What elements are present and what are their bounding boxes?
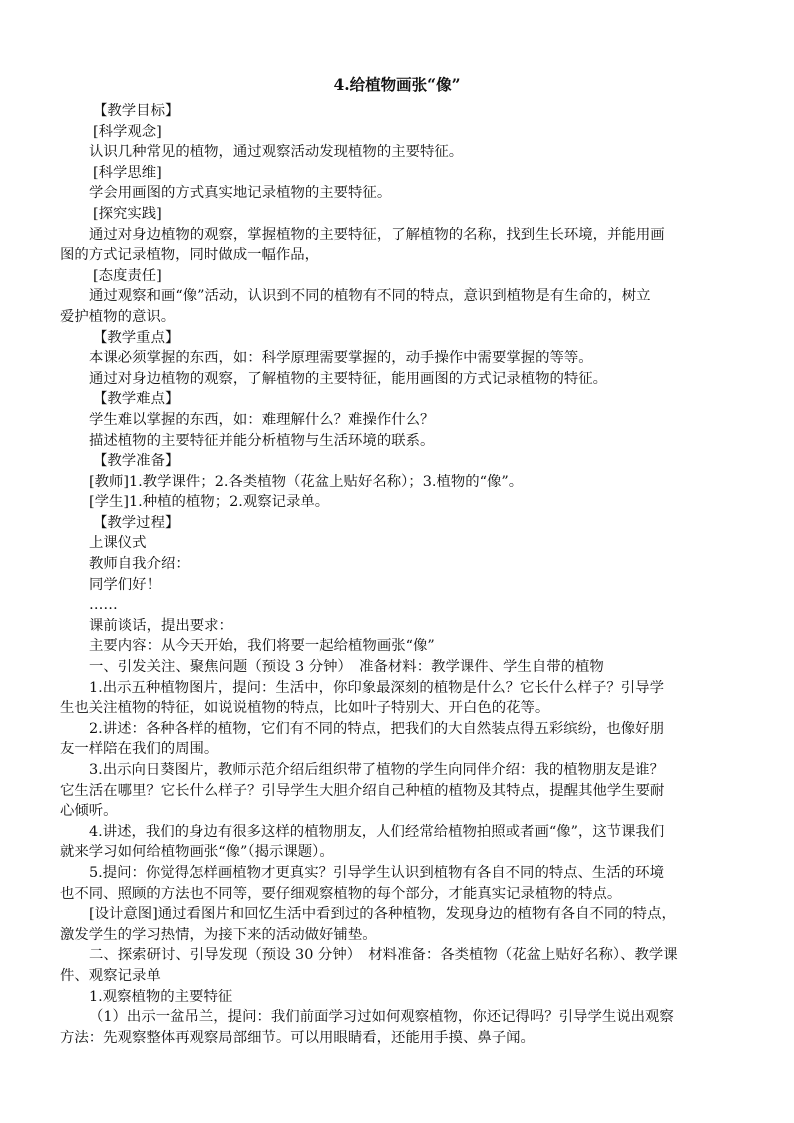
text-line: 同学们好！: [89, 576, 161, 593]
section-heading-key-points: 【教学重点】: [93, 329, 180, 346]
section-heading-objectives: 【教学目标】: [93, 103, 180, 119]
text-line: 就来学习如何给植物画张“像”（揭示课题）。: [60, 844, 334, 861]
document-body: [60, 101, 711, 1048]
section-heading-preparation: 【教学准备】: [93, 453, 180, 470]
text-line: 5.提问：你觉得怎样画植物才更真实？引导学生认识到植物有各自不同的特点、生活的环境: [89, 864, 664, 881]
sub-heading: [态度责任]: [93, 267, 162, 284]
text-line: 也不同、照顾的方法也不同等，要仔细观察植物的每个部分，才能真实记录植物的特点。: [60, 885, 622, 902]
text-line: [设计意图]通过看图片和回忆生活中看到过的各种植物，发现身边的植物有各自不同的特点，: [89, 906, 676, 923]
text-line: 爱护植物的意识。: [60, 308, 176, 325]
text-line: 方法：先观察整体再观察局部细节。可以用眼睛看，还能用手摸、鼻子闻。: [60, 1029, 535, 1046]
text-line: [教师]1.教学课件；2.各类植物（花盆上贴好名称）；3.植物的“像”。: [89, 473, 524, 490]
text-line: 3.出示向日葵图片，教师示范介绍后组织带了植物的学生向同伴介绍：我的植物朋友是谁？: [89, 762, 664, 778]
text-line: 教师自我介绍：: [89, 556, 190, 573]
text-line: 件、观察记录单: [60, 967, 161, 984]
text-line: 上课仪式: [89, 535, 147, 552]
text-line: 认识几种常见的植物，通过观察活动发现植物的主要特征。: [89, 144, 464, 161]
text-line: 4.讲述，我们的身边有很多这样的植物朋友，人们经常给植物拍照或者画“像”，这节课我们: [89, 823, 665, 840]
sub-heading: [探究实践]: [93, 205, 162, 222]
section-heading-process: 【教学过程】: [93, 514, 180, 531]
text-line: 激发学生的学习热情，为接下来的活动做好铺垫。: [60, 926, 377, 943]
sub-heading: [科学观念]: [93, 123, 162, 140]
section-heading-difficulties: 【教学难点】: [93, 391, 180, 408]
text-line: 学会用画图的方式真实地记录植物的主要特征。: [89, 185, 392, 202]
text-line: 心倾听。: [60, 803, 118, 820]
text-line: 通过对身边植物的观察，掌握植物的主要特征，了解植物的名称，找到生长环境，并能用画: [89, 226, 665, 243]
text-line: 1.观察植物的主要特征: [89, 988, 233, 1005]
text-line: [学生]1.种植的植物；2.观察记录单。: [89, 494, 330, 511]
text-line: 它生活在哪里？它长什么样子？引导学生大胆介绍自己种植的植物及其特点，提醒其他学生要耐: [60, 782, 665, 799]
text-line: 1.出示五种植物图片，提问：生活中，你印象最深刻的植物是什么？它长什么样子？引导学: [89, 679, 664, 696]
text-line: 学生难以掌握的东西，如：难理解什么？难操作什么？: [89, 411, 435, 428]
text-line: 课前谈话，提出要求：: [89, 617, 233, 634]
text-line: （1）出示一盆吊兰，提问：我们前面学习过如何观察植物，你还记得吗？引导学生说出观察: [89, 1009, 674, 1026]
text-line: 二、探索研讨、引导发现（预设 30 分钟） 材料准备：各类植物（花盆上贴好名称）、教学课: [89, 947, 678, 964]
text-line: 主要内容：从今天开始，我们将要一起给植物画张“像”: [89, 638, 435, 655]
text-line: 本课必须掌握的东西，如：科学原理需要掌握的，动手操作中需要掌握的等等。: [89, 350, 593, 367]
text-line: ……: [89, 597, 118, 614]
text-line: 一、引发关注、聚焦问题（预设 3 分钟） 准备材料：教学课件、学生自带的植物: [89, 659, 604, 676]
text-line: 通过对身边植物的观察，了解植物的主要特征，能用画图的方式记录植物的特征。: [89, 370, 608, 387]
text-line: 通过观察和画“像”活动，认识到不同的植物有不同的特点，意识到植物是有生命的，树立: [89, 288, 651, 305]
document-title: 4.给植物画张“像”: [333, 75, 461, 94]
text-line: 图的方式记录植物，同时做成一幅作品，: [60, 247, 320, 264]
text-line: 2.讲述：各种各样的植物，它们有不同的特点，把我们的大自然装点得五彩缤纷，也像好朋: [89, 720, 664, 737]
text-line: 生也关注植物的特征，如说说植物的特点，比如叶子特别大、开白色的花等。: [60, 700, 550, 717]
text-line: 友一样陪在我们的周围。: [60, 741, 219, 758]
sub-heading: [科学思维]: [93, 164, 162, 181]
text-line: 描述植物的主要特征并能分析植物与生活环境的联系。: [89, 432, 435, 449]
